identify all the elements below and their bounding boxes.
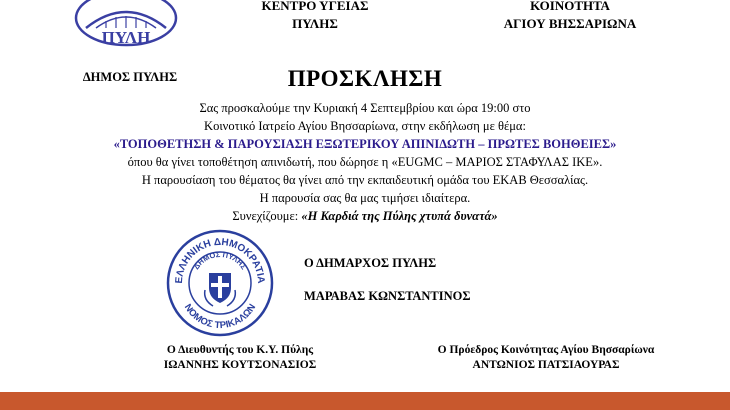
- page-title: ΠΡΟΣΚΛΗΣΗ: [287, 66, 443, 91]
- director-signature: [120, 343, 360, 373]
- community-line2: ΑΓΙΟΥ ΒΗΣΣΑΡΙΩΝΑ: [503, 16, 637, 31]
- body-line-6: Η παρουσία σας θα μας τιμήσει ιδιαίτερα.: [259, 191, 471, 205]
- continue-quote: «Η Καρδιά της Πύλης χτυπά δυνατά»: [301, 209, 498, 223]
- event-theme: «ΤΟΠΟΘΕΤΗΣΗ & ΠΑΡΟΥΣΙΑΣΗ ΕΞΩΤΕΡΙΚΟΥ ΑΠΙΝΙΔΩΤΗ – ΠΡΩΤΕΣ ΒΟΗΘΕΙΕΣ»: [113, 137, 617, 151]
- stamp-bottom-text: ΝΟΜΟΣ ΤΡΙΚΑΛΩΝ: [181, 302, 259, 332]
- mayor-title: Ο ΔΗΜΑΡΧΟΣ ΠΥΛΗΣ: [304, 256, 437, 270]
- bottom-bar: [0, 392, 730, 410]
- continue-label: Συνεχίζουμε:: [232, 209, 302, 223]
- logo-text: ΠΥΛΗ: [101, 28, 151, 47]
- community-header: [460, 0, 680, 33]
- stamp-mid-text: ΔΗΜΟΣ ΠΥΛΗΣ: [191, 249, 249, 272]
- mayor-name: ΜΑΡΑΒΑΣ ΚΩΝΣΤΑΝΤΙΝΟΣ: [304, 289, 471, 303]
- body-line-1: Σας προσκαλούμε την Κυριακή 4 Σεπτεμβρίου και ώρα 19:00 στο: [199, 101, 531, 115]
- president-signature: [376, 343, 716, 373]
- pyli-logo: [72, 0, 180, 48]
- continue-line: [0, 209, 730, 224]
- president-name: ΑΝΤΩΝΙΟΣ ΠΑΤΣΙΑΟΥΡΑΣ: [472, 359, 620, 371]
- health-center-header: [250, 0, 380, 33]
- stamp-top-text: ΕΛΛΗΝΙΚΗ ΔΗΜΟΚΡΑΤΙΑ: [173, 236, 267, 284]
- municipality-stamp: [165, 228, 275, 338]
- president-title: Ο Πρόεδρος Κοινότητας Αγίου Βησσαρίωνα: [437, 344, 655, 356]
- body-line-5: Η παρουσίαση του θέματος θα γίνει από την εκπαιδευτική ομάδα του ΕΚΑΒ Θεσσαλίας.: [141, 173, 589, 187]
- community-line1: ΚΟΙΝΟΤΗΤΑ: [530, 0, 610, 13]
- body-line-2: Κοινοτικό Ιατρείο Αγίου Βησσαρίωνα, στην εκδήλωση με θέμα:: [204, 119, 526, 133]
- director-title: Ο Διευθυντής του Κ.Υ. Πύλης: [166, 344, 314, 356]
- health-center-line2: ΠΥΛΗΣ: [292, 16, 338, 31]
- municipality-name: ΔΗΜΟΣ ΠΥΛΗΣ: [82, 70, 178, 84]
- director-name: ΙΩΑΝΝΗΣ ΚΟΥΤΣΟΝΑΣΙΟΣ: [163, 359, 317, 371]
- body-line-4: όπου θα γίνει τοποθέτηση απινιδωτή, που δώρησε η «EUGMC – ΜΑΡΙΟΣ ΣΤΑΦΥΛΑΣ ΙΚΕ».: [127, 155, 603, 169]
- health-center-line1: ΚΕΝΤΡΟ ΥΓΕΙΑΣ: [261, 0, 369, 13]
